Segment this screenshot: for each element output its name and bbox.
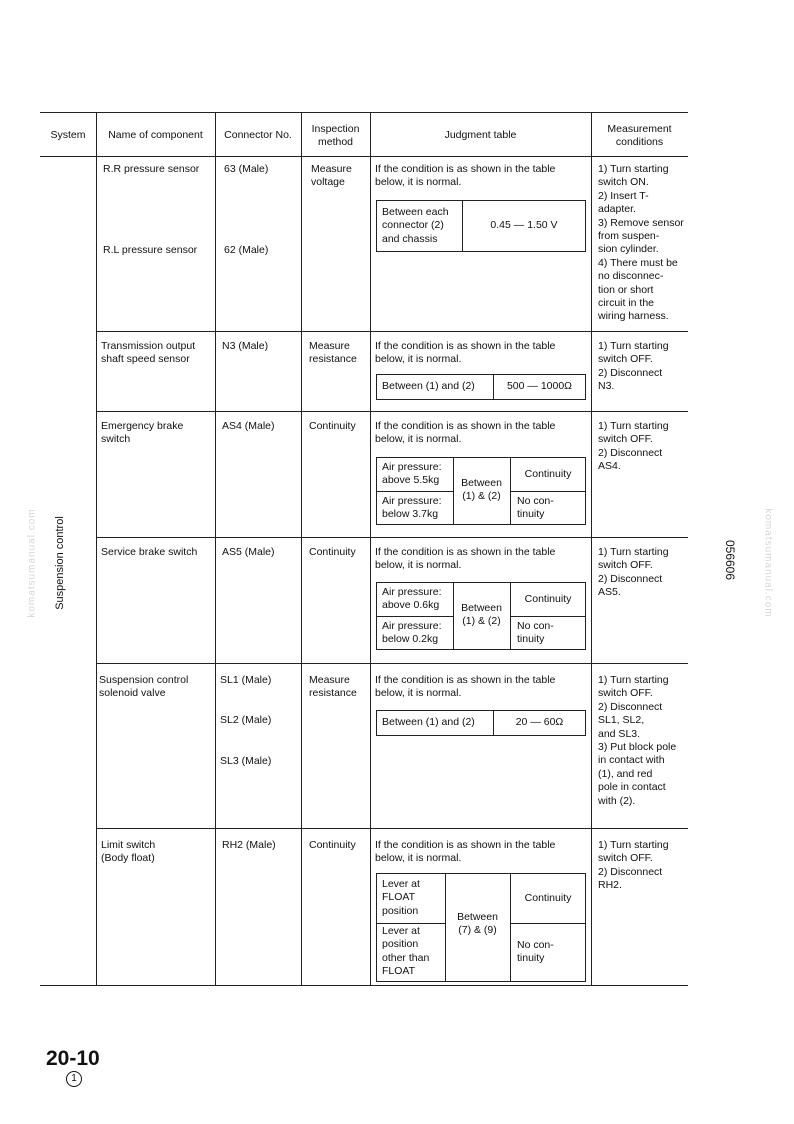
- system-label: Suspension control: [54, 516, 66, 610]
- between-terminals: Between (1) & (2): [461, 602, 502, 628]
- connector-no: 62 (Male): [224, 244, 269, 256]
- row-divider: [96, 537, 688, 538]
- judgment-intro: If the condition is as shown in the table below, it is normal.: [375, 340, 556, 366]
- revision-mark: 1: [66, 1071, 82, 1087]
- connector-no: SL2 (Male): [220, 714, 272, 726]
- judgment-value: 20 — 60Ω: [515, 716, 564, 728]
- component-name: Service brake switch: [101, 546, 198, 558]
- connector-no: RH2 (Male): [222, 839, 276, 851]
- subtable-divider: [510, 923, 586, 924]
- watermark-left: komatsumanual.com: [26, 508, 38, 618]
- subtable-divider: [510, 491, 586, 492]
- measurement-conditions: 1) Turn starting switch OFF. 2) Disconnect SL1, SL2, and SL3. 3) Put block pole in contact with (1), and red pole in contact with (2).: [598, 674, 677, 807]
- judgment-label: Between (1) and (2): [382, 380, 475, 392]
- between-terminals: Between (1) & (2): [461, 477, 502, 503]
- result-no-continuity: No con- tinuity: [517, 939, 554, 965]
- condition-a: Air pressure: above 0.6kg: [382, 586, 442, 612]
- measurement-conditions: 1) Turn starting switch OFF. 2) Disconnect RH2.: [598, 839, 669, 892]
- row-divider: [96, 828, 688, 829]
- column-divider: [370, 112, 371, 985]
- result-no-continuity: No con- tinuity: [517, 620, 554, 646]
- header-system: System: [50, 129, 86, 141]
- judgment-intro: If the condition is as shown in the table below, it is normal.: [375, 420, 556, 446]
- inspection-method: Continuity: [309, 420, 356, 432]
- component-name: R.R pressure sensor: [103, 163, 200, 175]
- row-divider: [96, 663, 688, 664]
- component-name: Emergency brake switch: [101, 420, 184, 446]
- header-method: Inspection method: [311, 123, 360, 149]
- judgment-intro: If the condition is as shown in the table below, it is normal.: [375, 546, 556, 572]
- measurement-conditions: 1) Turn starting switch OFF. 2) Disconnect AS4.: [598, 420, 669, 473]
- subtable-divider: [376, 491, 453, 492]
- between-terminals: Between (7) & (9): [457, 911, 498, 937]
- column-divider: [301, 112, 302, 985]
- connector-no: AS5 (Male): [222, 546, 275, 558]
- column-divider: [96, 112, 97, 985]
- component-name: R.L pressure sensor: [103, 244, 198, 256]
- result-continuity: Continuity: [524, 593, 572, 605]
- component-name: Transmission output shaft speed sensor: [101, 340, 196, 366]
- judgment-intro: If the condition is as shown in the table below, it is normal.: [375, 674, 556, 700]
- inspection-method: Measure resistance: [309, 340, 357, 366]
- judgment-value: 500 — 1000Ω: [506, 380, 573, 392]
- inspection-method: Measure resistance: [309, 674, 357, 700]
- condition-b: Air pressure: below 0.2kg: [382, 620, 442, 646]
- connector-no: 63 (Male): [224, 163, 269, 175]
- connector-no: N3 (Male): [222, 340, 269, 352]
- component-name: Limit switch (Body float): [101, 839, 156, 865]
- connector-no: SL1 (Male): [220, 674, 272, 686]
- measurement-conditions: 1) Turn starting switch OFF. 2) Disconnect AS5.: [598, 546, 669, 599]
- result-continuity: Continuity: [524, 892, 572, 904]
- judgment-label: Between (1) and (2): [382, 716, 475, 728]
- measurement-conditions: 1) Turn starting switch ON. 2) Insert T- adapter. 3) Remove sensor from suspen- sion cylinder. 4) There must be no disconnec- tion or short circuit in the wiring harness.: [598, 163, 684, 323]
- header-conditions: Measurement conditions: [607, 123, 672, 149]
- connector-no: AS4 (Male): [222, 420, 275, 432]
- subtable-divider: [510, 616, 586, 617]
- subtable-divider: [510, 873, 511, 982]
- condition-b: Air pressure: below 3.7kg: [382, 495, 442, 521]
- table-bottom-border: [40, 985, 688, 986]
- component-name: Suspension control solenoid valve: [99, 674, 189, 700]
- header-connector: Connector No.: [224, 129, 292, 141]
- judgment-label: Between each connector (2) and chassis: [382, 206, 449, 245]
- row-divider: [96, 411, 688, 412]
- condition-b: Lever at position other than FLOAT: [382, 925, 430, 978]
- inspection-method: Continuity: [309, 839, 356, 851]
- row-divider: [96, 331, 688, 332]
- result-continuity: Continuity: [524, 468, 572, 480]
- inspection-method: Continuity: [309, 546, 356, 558]
- document-id: 056606: [723, 539, 737, 581]
- connector-no: SL3 (Male): [220, 755, 272, 767]
- header-component: Name of component: [108, 129, 203, 141]
- header-judgment: Judgment table: [444, 129, 517, 141]
- subtable-divider: [376, 923, 445, 924]
- inspection-method: Measure voltage: [311, 163, 352, 189]
- judgment-value: 0.45 — 1.50 V: [490, 219, 558, 231]
- subtable-divider: [376, 616, 453, 617]
- condition-a: Lever at FLOAT position: [382, 878, 420, 917]
- condition-a: Air pressure: above 5.5kg: [382, 461, 442, 487]
- watermark-right: komatsumanual.com: [762, 508, 774, 618]
- page-number: 20-10: [46, 1047, 100, 1070]
- judgment-intro: If the condition is as shown in the table below, it is normal.: [375, 163, 556, 189]
- column-divider: [591, 112, 592, 985]
- result-no-continuity: No con- tinuity: [517, 495, 554, 521]
- measurement-conditions: 1) Turn starting switch OFF. 2) Disconnect N3.: [598, 340, 669, 393]
- column-divider: [215, 112, 216, 985]
- judgment-intro: If the condition is as shown in the table below, it is normal.: [375, 839, 556, 865]
